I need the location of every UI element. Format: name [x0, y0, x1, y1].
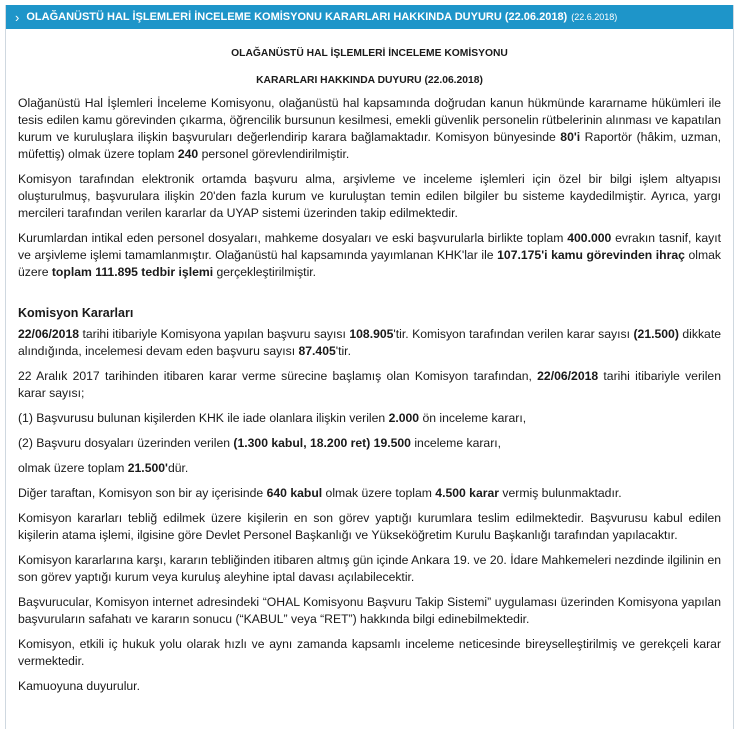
paragraph-11: Komisyon kararlarına karşı, kararın tebliğinden itibaren altmış gün içinde Ankara 19. ve 20. İdare Mahkemeleri nezdinde ilgilinin en son görev yaptığı kurum veya kuruluş aleyhine iptal davası açılabilecektir. — [18, 553, 721, 584]
paragraph-10: Komisyon kararları tebliğ edilmek üzere kişilerin en son görev yaptığı kurumlara teslim edilmektedir. Başvurusu kabul edilen kişilerin atama işlemi, ilgisine göre Devlet Personel Başkanlığı ve Yükseköğretim Kurulu Başkanlığı tarafından yapılacaktır. — [18, 511, 721, 542]
paragraph-7: (2) Başvuru dosyaları üzerinden verilen (1.300 kabul, 18.200 ret) 19.500 inceleme kararı, — [18, 436, 502, 450]
announcement-date: (22.6.2018) — [571, 12, 618, 22]
paragraph-1: Olağanüstü Hal İşlemleri İnceleme Komisyonu, olağanüstü hal kapsamında doğrudan kanun hükmünde kararname hükümleri ile tesis edilen kamu görevinden çıkarma, öğrencilik bursunun kesilmesi, emekli güvenlik personelin rütbelerinin alınması ve kapatılan kurum ve kuruluşlara ilişkin başvuruları değerlendirip karara bağlamaktadır. Komisyon bünyesinde 80'i Raportör (hâkim, uzman, müfettiş) olmak üzere toplam 240 personel görevlendirilmiştir. — [18, 96, 721, 161]
paragraph-4: 22/06/2018 tarihi itibariyle Komisyona yapılan başvuru sayısı 108.905'tir. Komisyon tarafından verilen karar sayısı (21.500) dikkate alındığında, incelemesi devam eden başvuru sayısı 87.405'tir. — [18, 327, 721, 358]
document-title-line1: OLAĞANÜSTÜ HAL İŞLEMLERİ İNCELEME KOMİSYONU — [231, 48, 508, 59]
paragraph-13: Komisyon, etkili iç hukuk yolu olarak hızlı ve aynı zamanda kapsamlı inceleme neticesinde bireyselleştirilmiş ve gerekçeli karar vermektedir. — [18, 637, 721, 668]
paragraph-12: Başvurucular, Komisyon internet adresindeki “OHAL Komisyonu Başvuru Takip Sistemi” uygulaması üzerinden Komisyona yapılan başvuruların safahatı ve kararın sonucu (“KABUL” veya “RET”) hakkında bilgi edinebilmektedir. — [18, 595, 721, 626]
announcement-body — [6, 45, 733, 695]
document-title-line2: KARARLARI HAKKINDA DUYURU (22.06.2018) — [256, 75, 483, 86]
paragraph-8: olmak üzere toplam 21.500'dür. — [18, 461, 189, 475]
paragraph-14: Kamuoyuna duyurulur. — [18, 679, 140, 693]
paragraph-5: 22 Aralık 2017 tarihinden itibaren karar verme sürecine başlamış olan Komisyon tarafından, 22/06/2018 tarihi itibariyle verilen karar sayısı; — [18, 369, 721, 400]
announcement-title: OLAĞANÜSTÜ HAL İŞLEMLERİ İNCELEME KOMİSYONU KARARLARI HAKKINDA DUYURU (22.06.2018) — [26, 11, 568, 23]
section-title: Komisyon Kararları — [18, 306, 134, 320]
chevron-right-icon: › — [15, 9, 20, 25]
announcement-panel — [5, 5, 734, 729]
paragraph-9: Diğer taraftan, Komisyon son bir ay içerisinde 640 kabul olmak üzere toplam 4.500 karar vermiş bulunmaktadır. — [18, 486, 622, 500]
paragraph-2: Komisyon tarafından elektronik ortamda başvuru alma, arşivleme ve inceleme işlemleri için özel bir bilgi işlem altyapısı oluşturulmuş, başvurulara ilişkin 20'den fazla kurum ve kuruluştan temin edilen bilgiler bu sisteme kaydedilmiştir. Ayrıca, yargı mercileri tarafından verilen kararlar da UYAP sistemi üzerinden takip edilmektedir. — [18, 172, 721, 220]
accordion-header[interactable] — [6, 5, 733, 29]
paragraph-6: (1) Başvurusu bulunan kişilerden KHK ile iade olanlara ilişkin verilen 2.000 ön inceleme kararı, — [18, 411, 527, 425]
paragraph-3: Kurumlardan intikal eden personel dosyaları, mahkeme dosyaları ve eski başvurularla birlikte toplam 400.000 evrakın tasnif, kayıt ve arşivleme işlemi tamamlanmıştır. Olağanüstü hal kapsamında yayımlanan KHK'lar ile 107.175'i kamu görevinden ihraç olmak üzere toplam 111.895 tedbir işlemi gerçekleştirilmiştir. — [18, 231, 721, 279]
